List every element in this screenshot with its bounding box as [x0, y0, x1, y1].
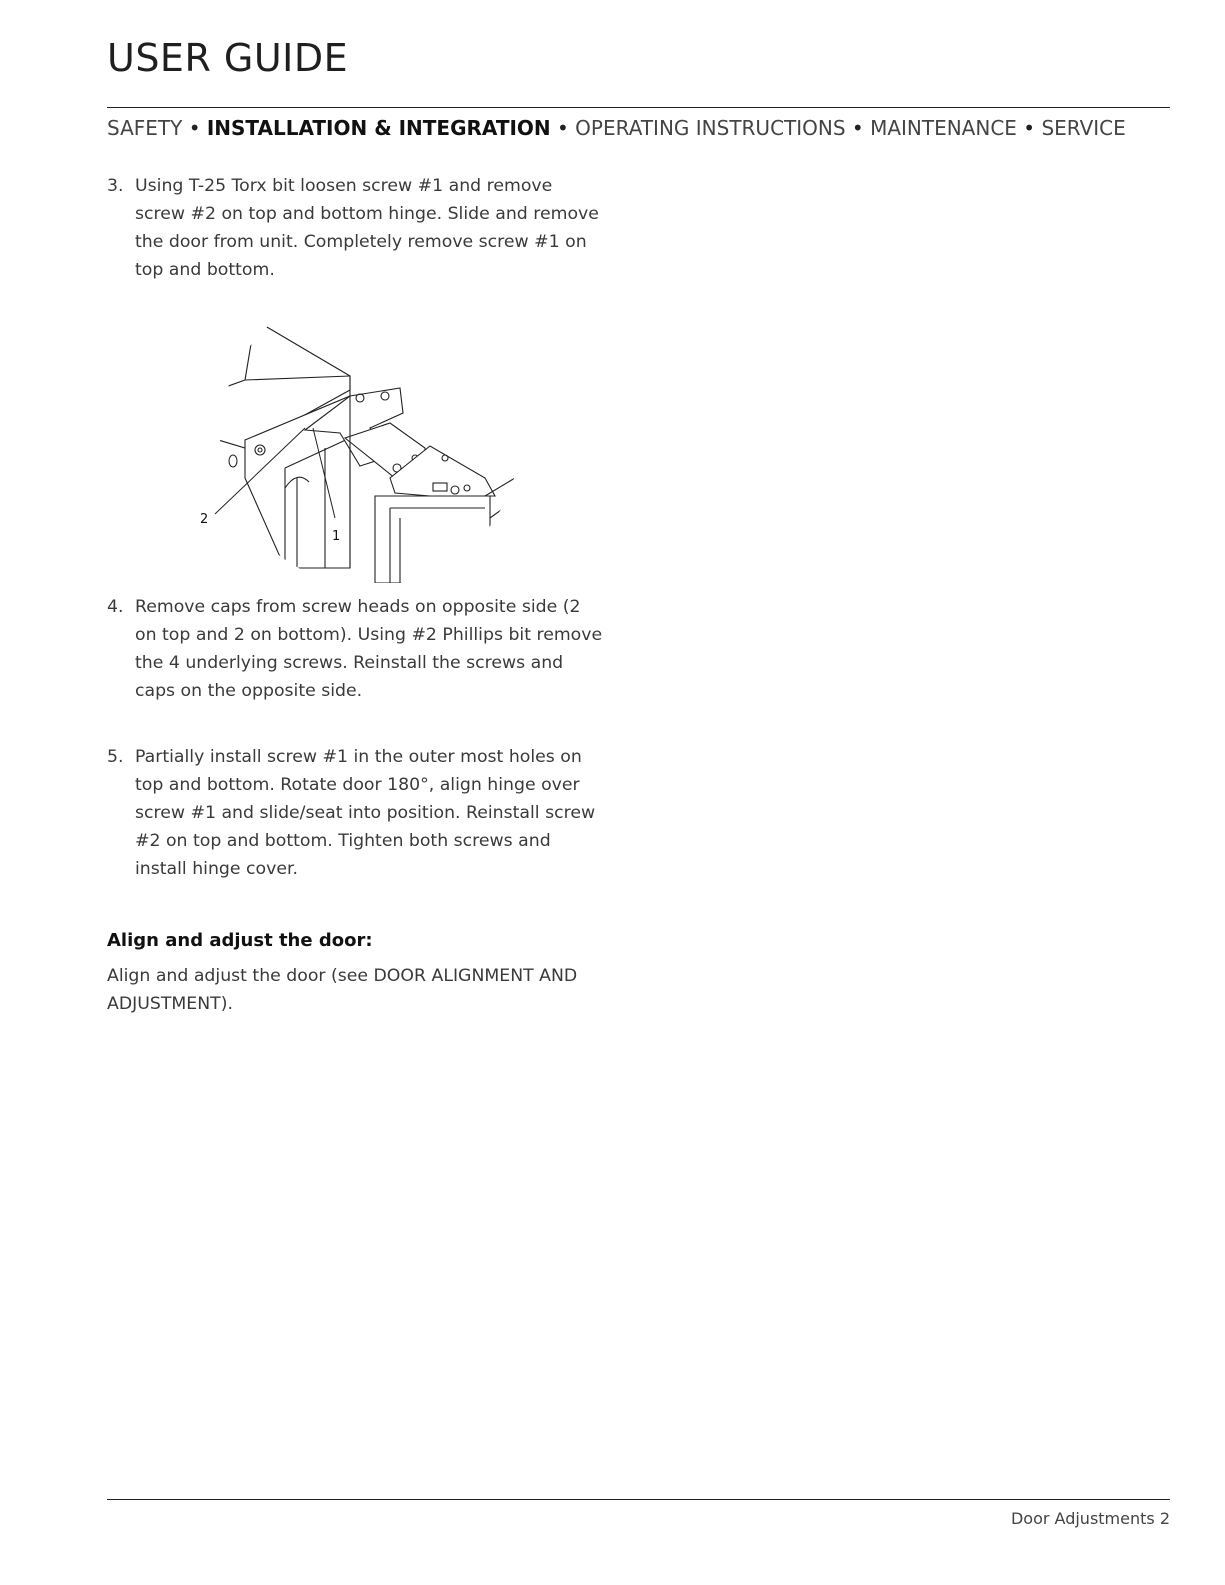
callout-2: 2: [200, 512, 209, 527]
nav-maintenance: MAINTENANCE: [870, 116, 1017, 140]
nav-safety: SAFETY: [107, 116, 183, 140]
step-5: [107, 743, 607, 883]
page-footer: Door Adjustments 2: [1010, 1509, 1170, 1528]
nav-separator: •: [1023, 116, 1036, 140]
step-number: 3.: [107, 176, 124, 196]
callout-1: 1: [332, 529, 341, 544]
nav-service: SERVICE: [1041, 116, 1126, 140]
step-text: Using T-25 Torx bit loosen screw #1 and remove screw #2 on top and bottom hinge. Slide and remove the door from unit. Completely remove screw #1 on top and bottom.: [135, 176, 599, 280]
step-3: [107, 172, 607, 284]
step-number: 5.: [107, 747, 124, 767]
section-heading: Align and adjust the door:: [107, 930, 373, 951]
hinge-illustration: [185, 318, 525, 583]
nav-separator: •: [557, 116, 569, 140]
nav-separator: •: [851, 116, 864, 140]
step-text: Remove caps from screw heads on opposite side (2 on top and 2 on bottom). Using #2 Phillips bit remove the 4 underlying screws. Reinstall the screws and caps on the opposite side.: [135, 597, 603, 701]
section-paragraph: Align and adjust the door (see DOOR ALIGNMENT AND ADJUSTMENT).: [107, 966, 578, 1014]
header-divider: [107, 107, 1170, 108]
page-title: USER GUIDE: [107, 36, 349, 80]
nav-installation-integration: INSTALLATION & INTEGRATION: [206, 116, 551, 140]
step-number: 4.: [107, 597, 124, 617]
footer-divider: [107, 1499, 1170, 1500]
step-text: Partially install screw #1 in the outer most holes on top and bottom. Rotate door 180°, align hinge over screw #1 and slide/seat into position. Reinstall screw #2 on top and bottom. Tighten both screws and install hinge cover.: [135, 747, 596, 879]
nav-separator: •: [188, 116, 201, 140]
hinge-diagram: [185, 318, 525, 583]
nav-operating-instructions: OPERATING INSTRUCTIONS: [575, 116, 846, 140]
step-4: [107, 593, 607, 705]
section-nav: [107, 115, 1177, 141]
